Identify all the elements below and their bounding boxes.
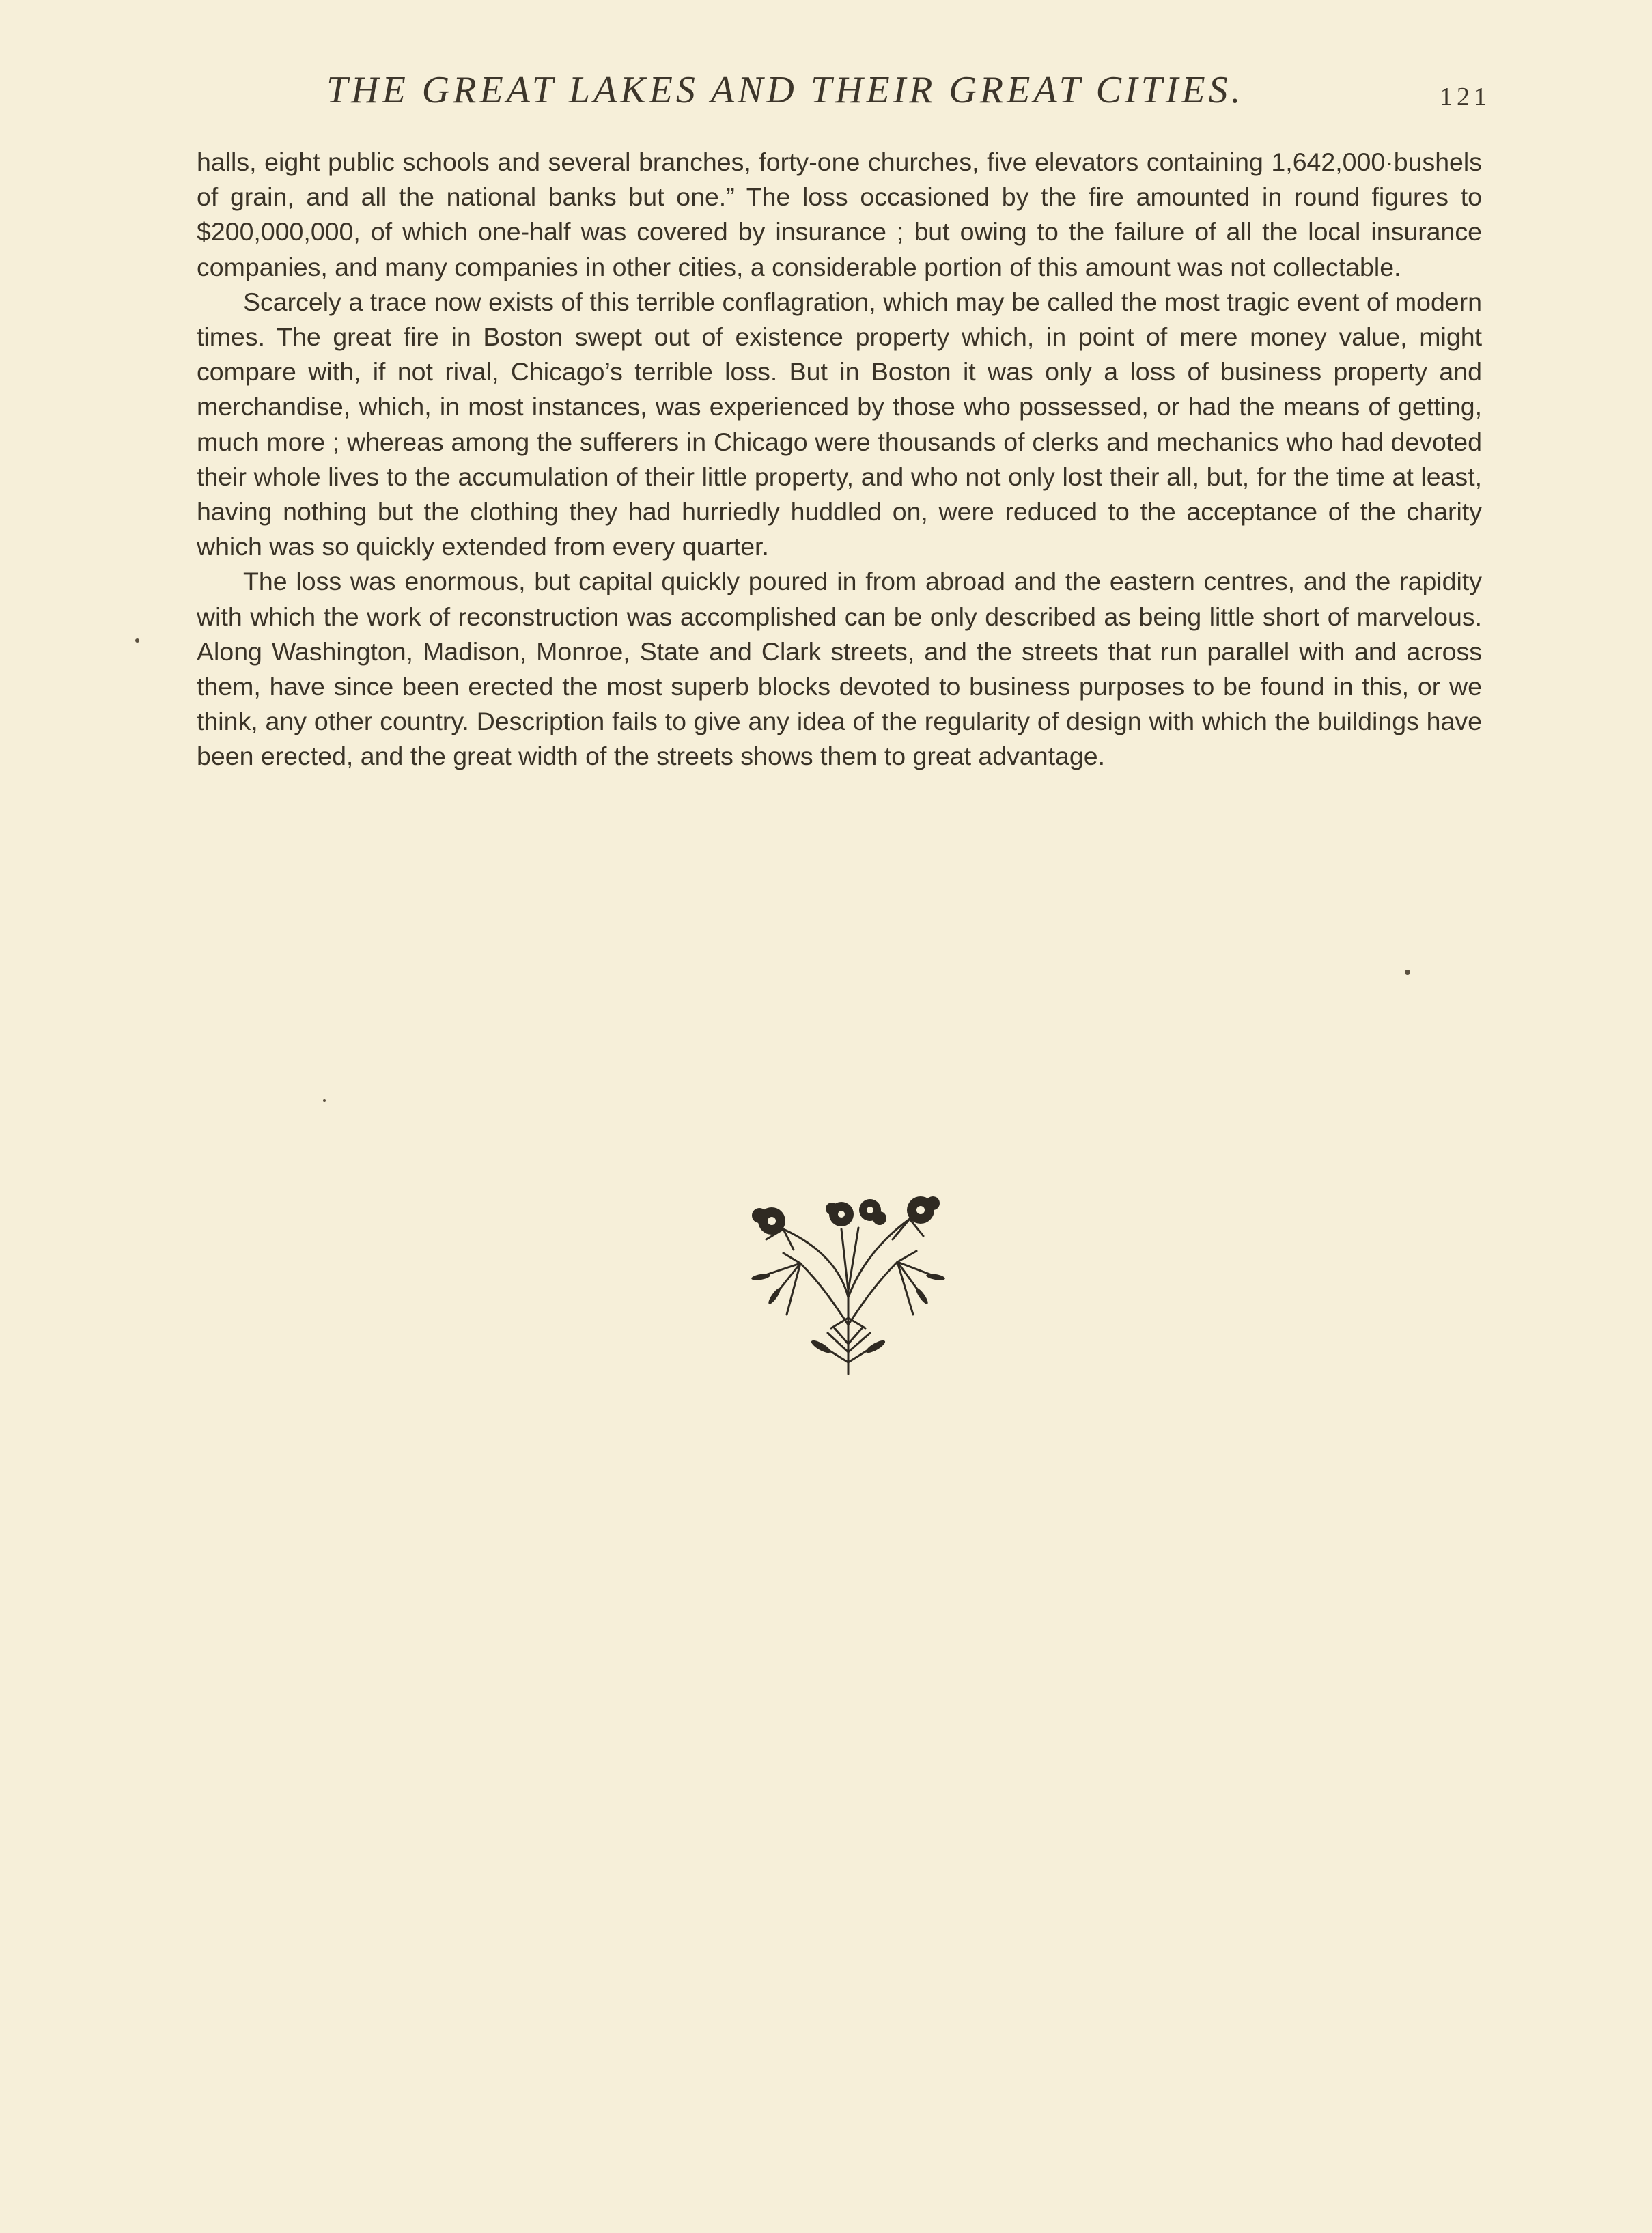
paper-speck: [323, 1099, 326, 1102]
paragraph-2: Scarcely a trace now exists of this terrible conflagration, which may be called the most tragic event of modern times. The great fire in Boston swept out of existence property which, in point of mere money value, might compare with, if not rival, Chicago’s terrible loss. But in Boston it was only a loss of business property and merchandise, which, in most instances, was experienced by those who possessed, or had the means of getting, much more ; whereas among the sufferers in Chicago were thousands of clerks and mechanics who had devoted their whole lives to the accumulation of their little property, and who not only lost their all, but, for the time at least, having nothing but the clothing they had hurriedly huddled on, were reduced to the acceptance of the charity which was so quickly extended from every quarter.: [197, 287, 1482, 561]
running-title: THE GREAT LAKES AND THEIR GREAT CITIES.: [326, 69, 1244, 111]
body-text: [197, 145, 1482, 774]
page-number: 121: [1440, 83, 1491, 111]
paragraph-1: halls, eight public schools and several branches, forty-one churches, five elevators containing 1,642,000·bushels of grain, and all the national banks but one.” The loss occasioned by the fire amounted in round figures to $200,000,000, of which one-half was covered by insurance ; but owing to the failure of all the local insurance companies, and many companies in other cities, a considerable portion of this amount was not collectable.: [197, 148, 1482, 281]
paper-speck: [1405, 970, 1410, 975]
paragraph-3: The loss was enormous, but capital quickly poured in from abroad and the eastern centres, and the rapidity with which the work of reconstruction was accomplished can be only described as being little short of marvelous. Along Washington, Madison, Monroe, State and Clark streets, and the streets that run parallel with and across them, have since been erected the most superb blocks devoted to business purposes to be found in this, or we think, any other country. Description fails to give any idea of the regularity of design with which the buildings have been erected, and the great width of the streets shows them to great advantage.: [197, 567, 1482, 771]
paper-speck: [135, 638, 139, 643]
floral-vignette-icon: [718, 1188, 978, 1379]
